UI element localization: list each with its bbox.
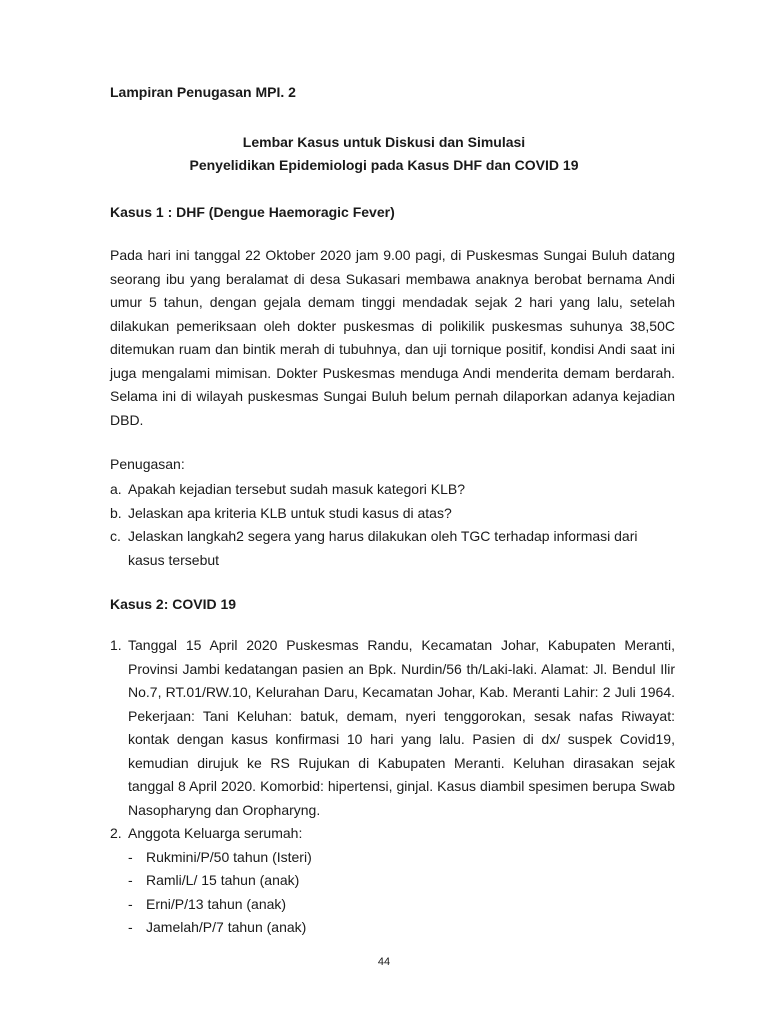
- family-member-text: Erni/P/13 tahun (anak): [146, 895, 287, 912]
- family-member-marker: -: [128, 895, 133, 912]
- family-member-text: Ramli/L/ 15 tahun (anak): [146, 872, 300, 888]
- family-member-marker: -: [128, 872, 133, 888]
- case2-list: [110, 634, 675, 940]
- document-subtitle: Penyelidikan Epidemiologi pada Kasus DHF dan COVID 19: [189, 157, 579, 173]
- family-member: [128, 893, 675, 917]
- case2-heading: Kasus 2: COVID 19: [110, 596, 237, 612]
- case2-item-marker: 2.: [110, 825, 122, 841]
- question-item: [110, 478, 675, 502]
- family-member-text: Jamelah/P/7 tahun (anak): [146, 919, 307, 935]
- question-marker: a.: [110, 481, 122, 497]
- case2-item: [110, 822, 675, 846]
- family-member: [128, 869, 675, 893]
- question-text: Jelaskan apa kriteria KLB untuk studi kasus di atas?: [128, 504, 452, 521]
- family-member: [128, 916, 675, 940]
- question-marker: c.: [110, 528, 121, 544]
- case2-item-text: Anggota Keluarga serumah:: [128, 825, 303, 841]
- family-member-marker: -: [128, 919, 133, 935]
- case2-item-marker: 1.: [110, 637, 122, 653]
- page-number: 44: [377, 956, 391, 968]
- question-item: [110, 502, 675, 526]
- document-title: Lembar Kasus untuk Diskusi dan Simulasi: [242, 134, 526, 150]
- case2-item-text: Tanggal 15 April 2020 Puskesmas Randu, Kecamatan Johar, Kabupaten Meranti, Provinsi Jambi kedatangan pasien an Bpk. Nurdin/56 th/Laki-laki. Alamat: Jl. Bendul Ilir No.7, RT.01/RW.10, Kelurahan Daru, Kecamatan Johar, Kab. Meranti Lahir: 2 Juli 1964. Pekerjaan: Tani Keluhan: batuk, demam, nyeri tenggorokan, sesak nafas Riwayat: kontak dengan kasus konfirmasi 10 hari yang lalu. Pasien di dx/ suspek Covid19, kemudian dirujuk ke RS Rujukan di Kabupaten Meranti. Keluhan dirasakan sejak tanggal 8 April 2020. Komorbid: hipertensi, ginjal. Kasus diambil spesimen berupa Swab Nasopharyng dan Oropharyng.: [128, 637, 675, 818]
- family-member-text: Rukmini/P/50 tahun (Isteri): [146, 848, 312, 865]
- question-text: Jelaskan langkah2 segera yang harus dilakukan oleh TGC terhadap informasi dari kasus tersebut: [128, 528, 638, 568]
- assignment-label: Penugasan:: [110, 456, 185, 472]
- question-text: Apakah kejadian tersebut sudah masuk kategori KLB?: [128, 481, 465, 497]
- attachment-header: Lampiran Penugasan MPI. 2: [110, 84, 296, 100]
- question-marker: b.: [110, 504, 122, 521]
- family-member: [128, 846, 675, 870]
- family-member-marker: -: [128, 848, 133, 865]
- case1-paragraph: Pada hari ini tanggal 22 Oktober 2020 jam 9.00 pagi, di Puskesmas Sungai Buluh datang seorang ibu yang beralamat di desa Sukasari membawa anaknya berobat bernama Andi umur 5 tahun, dengan gejala demam tinggi mendadak sejak 2 hari yang lalu, setelah dilakukan pemeriksaan oleh dokter puskesmas di polikilik puskesmas suhunya 38,50C ditemukan ruam dan bintik merah di tubuhnya, dan uji tornique positif, kondisi Andi saat ini juga mengalami mimisan. Dokter Puskesmas menduga Andi menderita demam berdarah. Selama ini di wilayah puskesmas Sungai Buluh belum pernah dilaporkan adanya kejadian DBD.: [110, 247, 675, 428]
- question-item: [110, 525, 675, 572]
- case1-heading: Kasus 1 : DHF (Dengue Haemoragic Fever): [110, 204, 395, 220]
- family-members-list: [128, 846, 675, 940]
- assignment-questions: [110, 478, 675, 572]
- case2-item: [110, 634, 675, 822]
